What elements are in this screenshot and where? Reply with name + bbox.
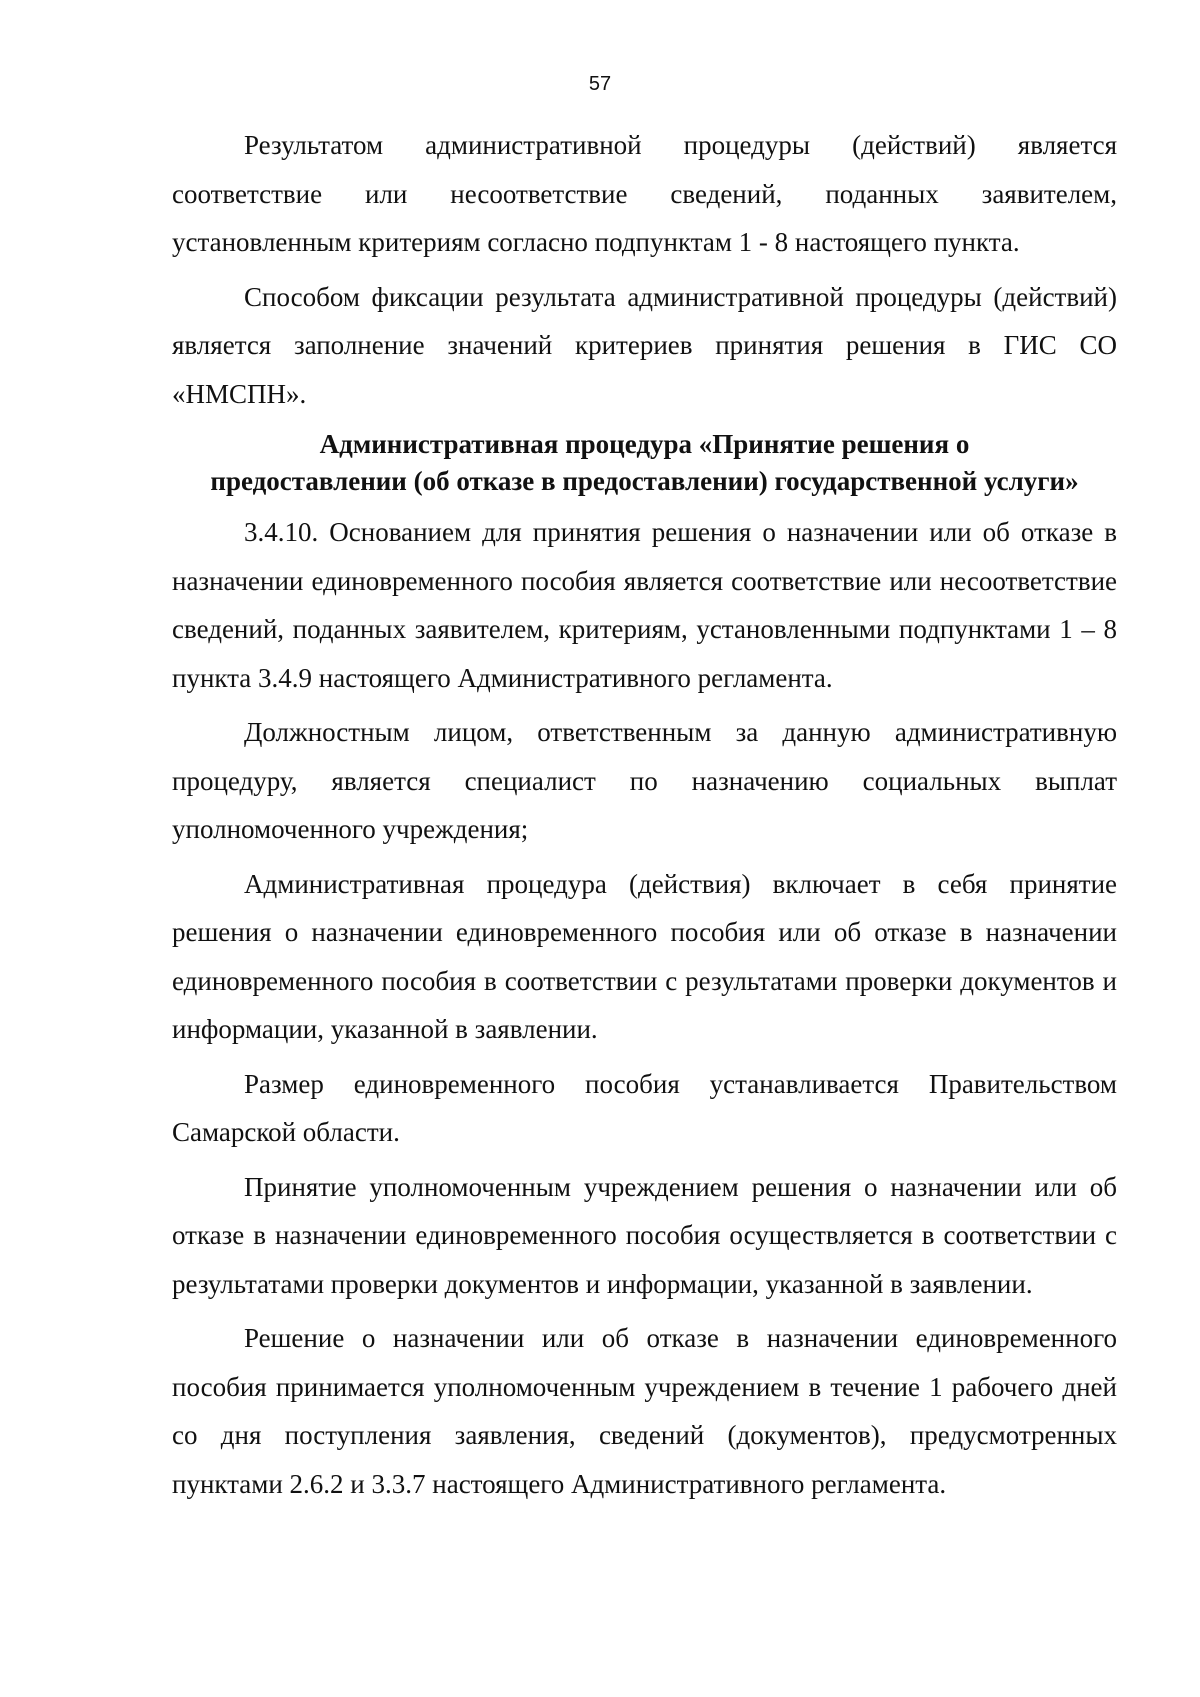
paragraph-fixation-method: Способом фиксации результата административной процедуры (действий) является заполнение значений критериев принятия решения в ГИС СО «НМСПН».	[172, 281, 1117, 409]
section-heading-line-2: предоставлении (об отказе в предоставлении) государственной услуги»	[210, 466, 1079, 496]
paragraph-result: Результатом административной процедуры (действий) является соответствие или несоответствие сведений, поданных заявителем, установленным критериям согласно подпунктам 1 - 8 настоящего пункта.	[172, 130, 1117, 257]
page-number: 57	[588, 73, 612, 95]
document-body	[172, 121, 1117, 1508]
section-heading-line-1: Административная процедура «Принятие решения о	[319, 429, 970, 459]
paragraph-3-4-10: 3.4.10. Основанием для принятия решения о назначении или об отказе в назначении единовременного пособия является соответствие или несоответствие сведений, поданных заявителем, критериям, установленными подпунктами 1 – 8 пункта 3.4.9 настоящего Административного регламента.	[172, 517, 1117, 693]
section-heading	[172, 426, 1117, 500]
paragraph-decision-deadline: Решение о назначении или об отказе в назначении единовременного пособия принимается уполномоченным учреждением в течение 1 рабочего дней со дня поступления заявления, сведений (документов), предусмотренных пунктами 2.6.2 и 3.3.7 настоящего Административного регламента.	[172, 1323, 1117, 1499]
paragraph-responsible-official: Должностным лицом, ответственным за данную административную процедуру, является специалист по назначению социальных выплат уполномоченного учреждения;	[172, 717, 1117, 844]
paragraph-benefit-amount: Размер единовременного пособия устанавливается Правительством Самарской области.	[172, 1068, 1117, 1147]
paragraph-decision-making: Принятие уполномоченным учреждением решения о назначении или об отказе в назначении единовременного пособия осуществляется в соответствии с результатами проверки документов и информации, указанной в заявлении.	[172, 1171, 1117, 1299]
paragraph-procedure-includes: Административная процедура (действия) включает в себя принятие решения о назначении единовременного пособия или об отказе в назначении единовременного пособия в соответствии с результатами проверки документов и информации, указанной в заявлении.	[172, 868, 1117, 1044]
